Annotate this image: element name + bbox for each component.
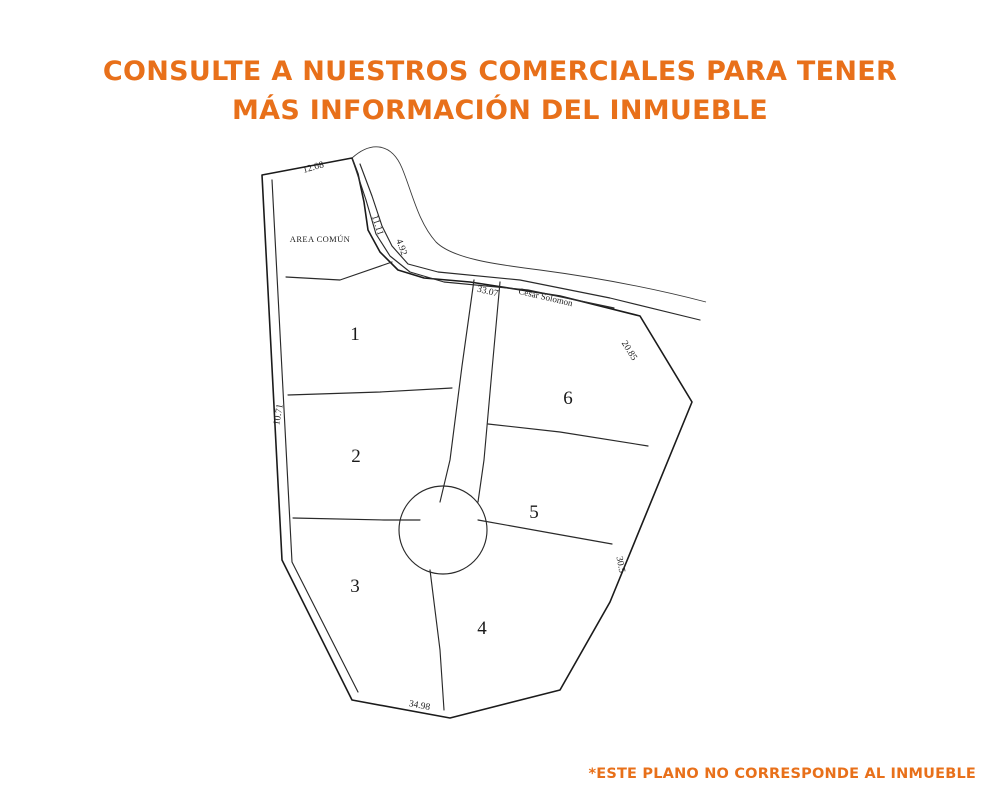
lot-label-1: 1 bbox=[350, 324, 360, 345]
disclaimer-note: *ESTE PLANO NO CORRESPONDE AL INMUEBLE bbox=[588, 766, 976, 782]
lot-label-4: 4 bbox=[477, 618, 487, 639]
lot-label-2: 2 bbox=[351, 446, 361, 467]
divider-lot3-lot4 bbox=[430, 570, 444, 710]
site-plan-drawing bbox=[0, 130, 1000, 750]
divider-lot6-lot5 bbox=[488, 424, 648, 446]
divider-lot5-lot4 bbox=[478, 520, 612, 544]
page-headline bbox=[0, 52, 1000, 130]
access-road-left-edge bbox=[440, 280, 474, 502]
lot-label-3: 3 bbox=[350, 576, 360, 597]
site-plan bbox=[0, 130, 1000, 750]
dimension-street: 33.07 bbox=[475, 284, 500, 300]
dimension-bottom: 34.98 bbox=[407, 699, 431, 713]
divider-lot1-lot2 bbox=[288, 388, 452, 395]
dimension-upper-right-b: 4.92 bbox=[393, 237, 409, 257]
divider-common-area bbox=[286, 262, 392, 280]
lot-label-6: 6 bbox=[563, 388, 573, 409]
dimension-right-lower: 30.5 bbox=[613, 555, 627, 574]
cul-de-sac-circle bbox=[399, 486, 487, 574]
street-curve bbox=[352, 147, 706, 302]
lot-label-5: 5 bbox=[529, 502, 539, 523]
headline-line-1: CONSULTE A NUESTROS COMERCIALES PARA TENER bbox=[102, 56, 898, 87]
dimension-right-upper: 20.85 bbox=[618, 339, 639, 363]
dimension-left: 10.71 bbox=[272, 403, 286, 427]
left-boundary-inner bbox=[272, 180, 358, 692]
street-name-label: Cesar Solomon bbox=[517, 285, 574, 309]
headline-line-2: MÁS INFORMACIÓN DEL INMUEBLE bbox=[232, 95, 768, 127]
common-area-label: AREA COMÚN bbox=[289, 234, 351, 244]
access-road-right-edge bbox=[475, 282, 500, 502]
dimension-upper-right-a: 11.11 bbox=[368, 214, 385, 237]
dimension-top: 12.08 bbox=[301, 160, 326, 176]
